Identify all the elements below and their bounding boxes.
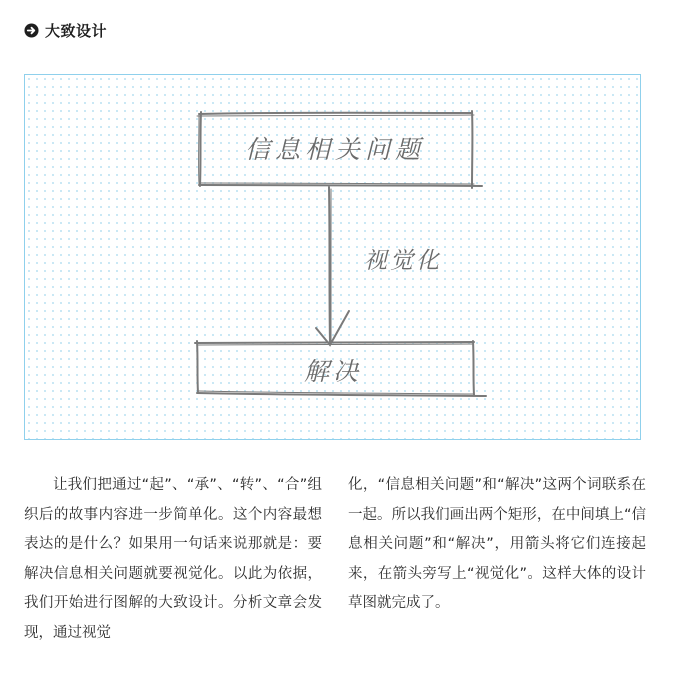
circle-arrow-right-icon [24,23,39,38]
bottom-box-label: 解决 [303,357,363,386]
arrow-label: 视觉化 [364,248,442,274]
top-box-label: 信息相关问题 [244,135,426,164]
section-title: 大致设计 [45,21,108,40]
arrow [316,187,349,345]
sketch-svg [25,75,641,440]
body-column-left: 让我们把通过“起”、“承”、“转”、“合”组织后的故事内容进一步简单化。这个内容最想表达的是什么？如果用一句话来说那就是：要解决信息相关问题就要视觉化。以此为依据，我们开始进行图解的大致设计。分析文章会发现，通过视觉 [24,477,322,641]
section-heading [24,19,107,41]
sketch-diagram [24,74,641,440]
body-column-right: 化，“信息相关问题”和“解决”这两个词联系在一起。所以我们画出两个矩形，在中间填上“信息相关问题”和“解决”，用箭头将它们连接起来，在箭头旁写上“视觉化”。这样大体的设计草图就完成了。 [348,477,646,611]
